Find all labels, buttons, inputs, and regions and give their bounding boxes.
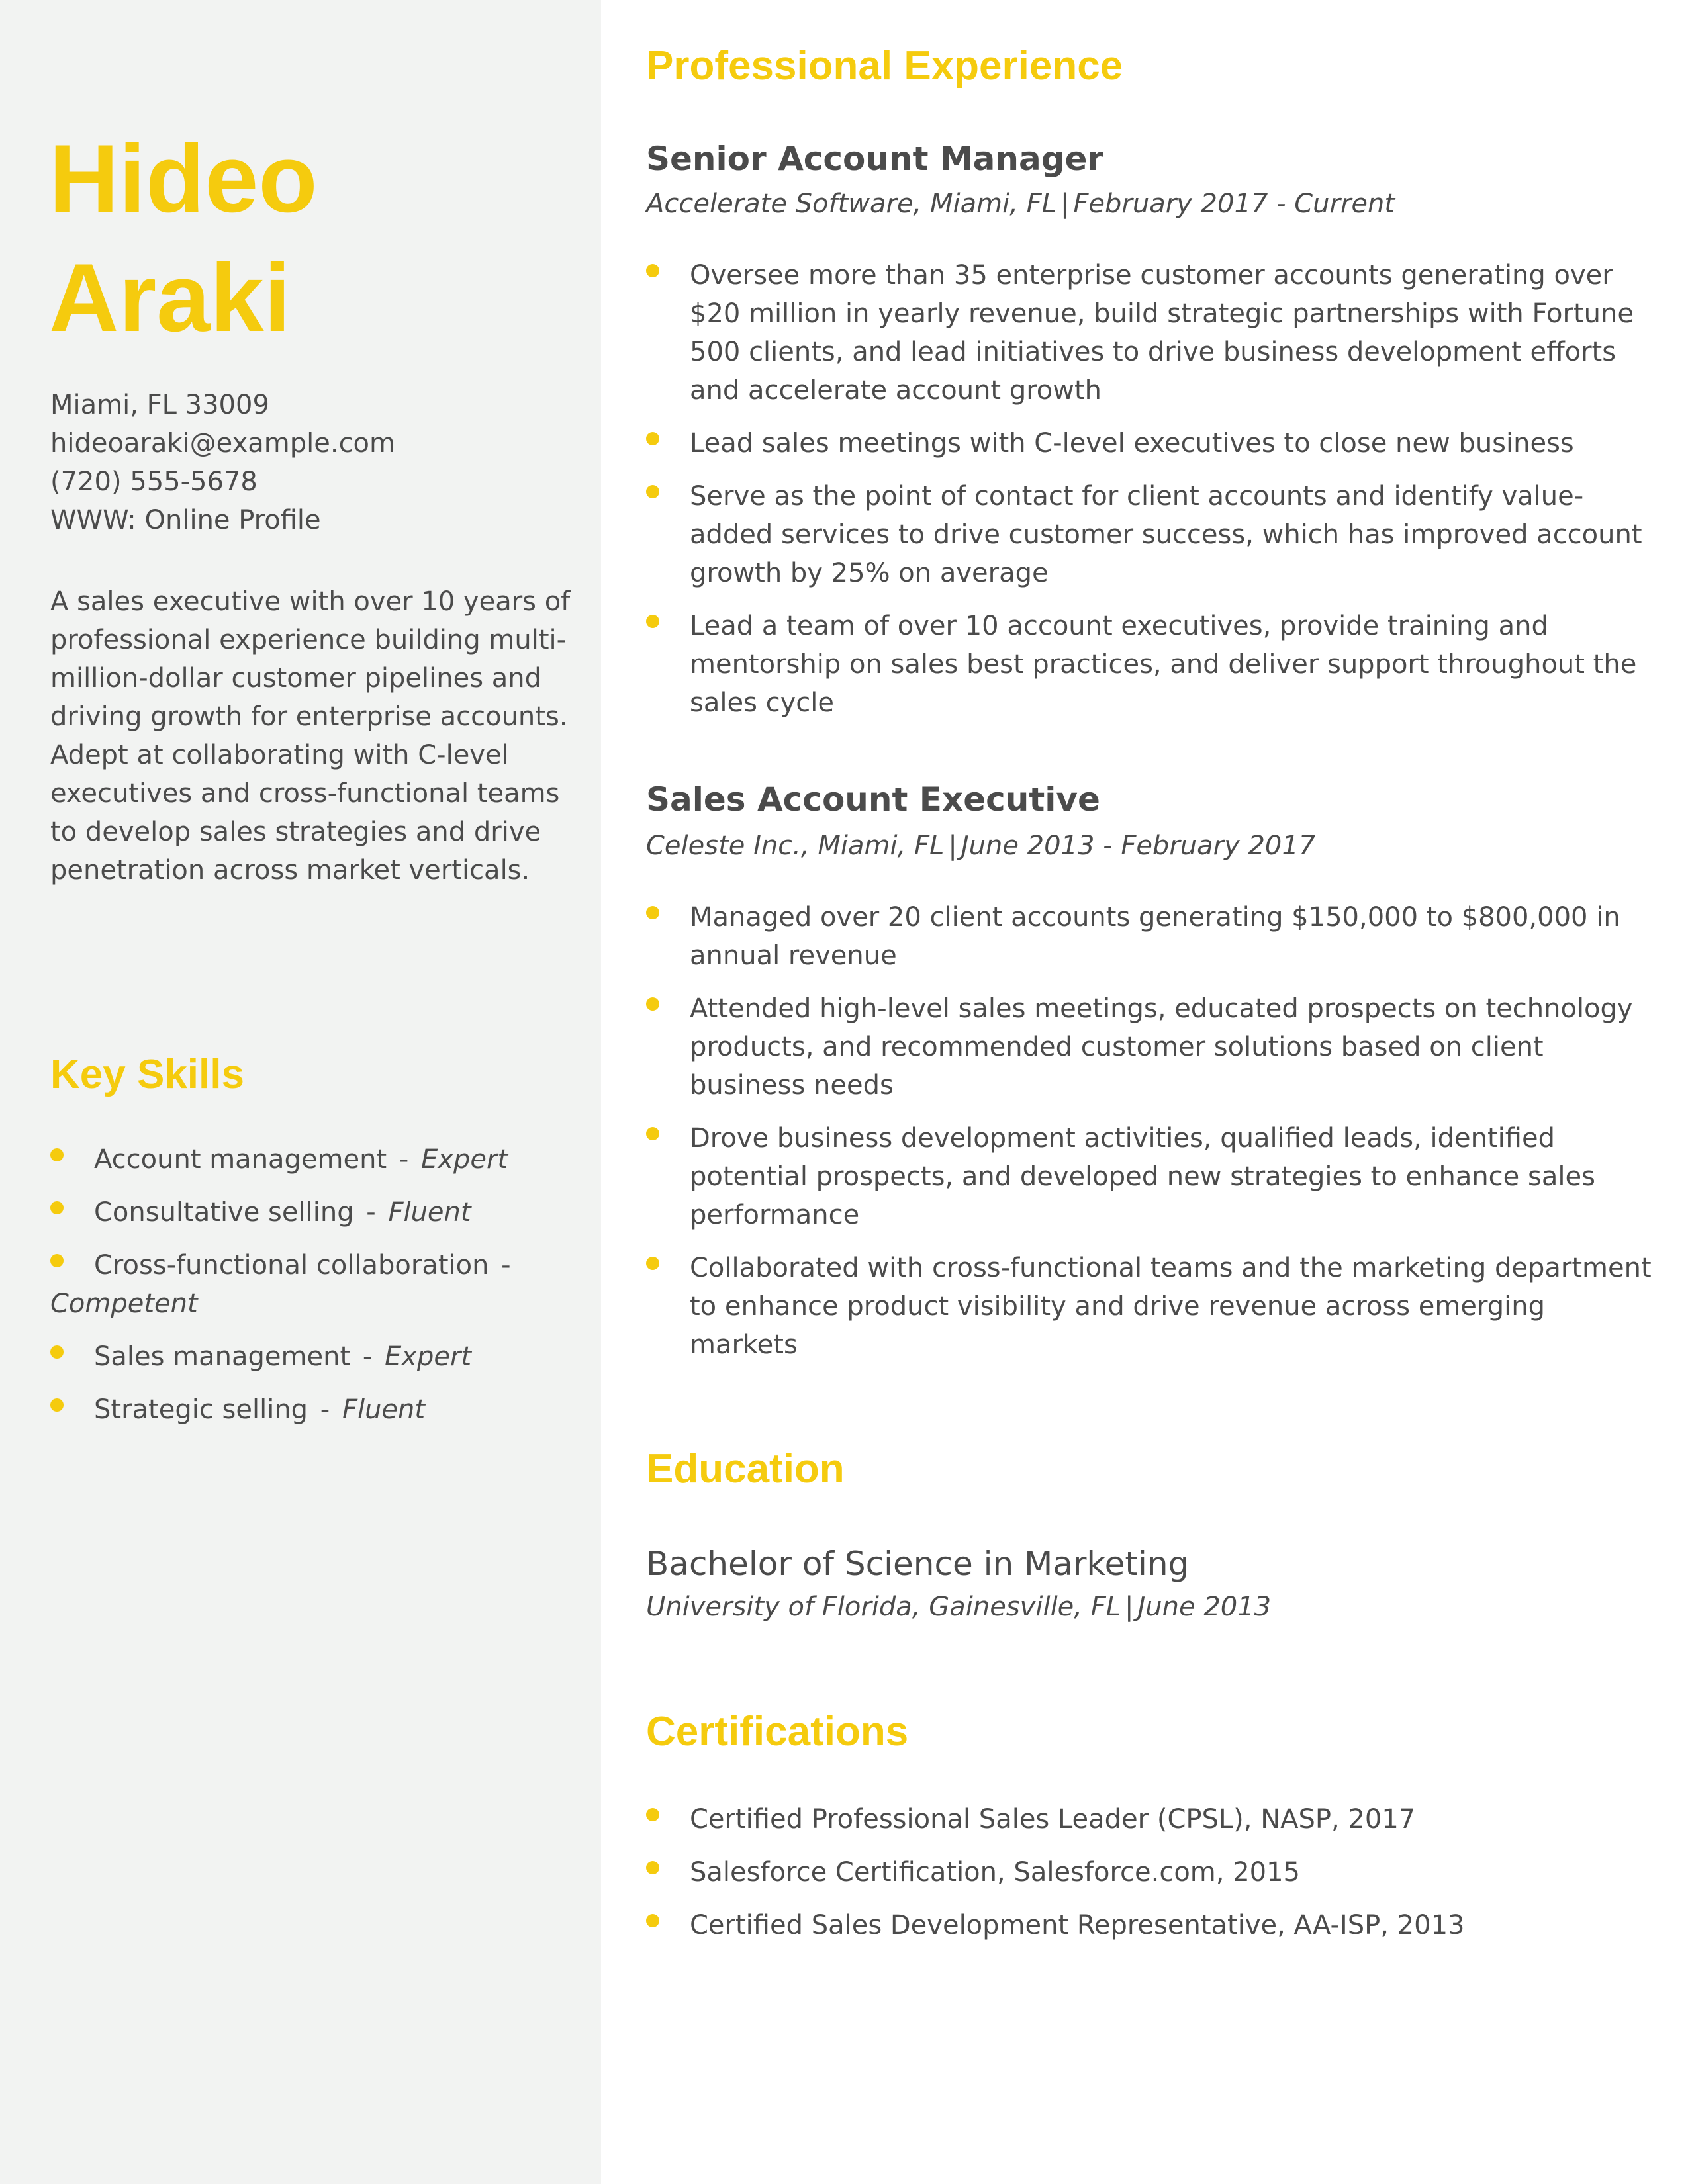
skills-list	[50, 1140, 593, 1443]
skill-name: Cross-functional collaboration	[94, 1250, 489, 1281]
certification-text: Certified Sales Development Representative, AA-ISP, 2013	[690, 1910, 1465, 1940]
list-item	[646, 1800, 1652, 1839]
job-bullets	[646, 256, 1652, 737]
skill-level: Competent	[50, 1289, 198, 1319]
list-item	[646, 1853, 1652, 1891]
bullet-text: Lead sales meetings with C-level executives to close new business	[690, 428, 1574, 459]
main-content	[646, 0, 1652, 2184]
bullet-text: Managed over 20 client accounts generating $150,000 to $800,000 in annual revenue	[690, 902, 1620, 971]
contact-phone: (720) 555-5678	[50, 467, 258, 497]
first-name: Hideo	[49, 124, 318, 232]
skill-level: Expert	[421, 1144, 508, 1175]
list-item	[646, 989, 1652, 1105]
bullet-text: Drove business development activities, qualified leads, identified potential prospects, and developed new strategies to enhance sales performance	[690, 1123, 1595, 1230]
bullet-text: Oversee more than 35 enterprise customer accounts generating over $20 million in yearly revenue, build strategic partnerships with Fortune 500 clients, and lead initiatives to drive business development efforts and accelerate account growth	[690, 260, 1634, 406]
bullet-icon	[646, 1914, 659, 1927]
bullet-icon	[50, 1398, 64, 1412]
list-item	[646, 898, 1652, 975]
list-item	[646, 477, 1652, 592]
bullet-icon	[50, 1201, 64, 1214]
bullet-text: Collaborated with cross-functional teams and the marketing department to enhance product visibility and drive revenue across emerging markets	[690, 1253, 1652, 1360]
last-name: Araki	[49, 244, 291, 351]
certifications-list	[646, 1800, 1652, 1959]
job-company: Celeste Inc., Miami, FL	[646, 831, 945, 861]
certifications-title: Certifications	[646, 1709, 909, 1754]
bullet-text: Serve as the point of contact for client accounts and identify value-added services to drive customer success, which has improved account growth by 25% on average	[690, 481, 1642, 588]
skill-name: Account management	[94, 1144, 387, 1175]
bullet-icon	[646, 432, 659, 445]
certification-text: Certified Professional Sales Leader (CPSL), NASP, 2017	[690, 1804, 1416, 1835]
contact-website[interactable]: WWW: Online Profile	[50, 505, 321, 535]
bullet-icon	[50, 1148, 64, 1161]
bullet-icon	[646, 1127, 659, 1140]
bullet-icon	[646, 264, 659, 277]
skill-level: Fluent	[388, 1197, 471, 1228]
list-item	[646, 1119, 1652, 1234]
contact-location: Miami, FL 33009	[50, 390, 269, 420]
bullet-icon	[646, 1861, 659, 1874]
skill-level: Fluent	[342, 1394, 426, 1425]
skill-name: Consultative selling	[94, 1197, 354, 1228]
job-title: Senior Account Manager	[646, 140, 1104, 178]
skill-item: Sales management - Expert	[50, 1338, 593, 1376]
job-title: Sales Account Executive	[646, 780, 1100, 819]
contact-email[interactable]: hideoaraki@example.com	[50, 428, 395, 459]
list-item	[646, 256, 1652, 410]
school: University of Florida, Gainesville, FL	[646, 1592, 1121, 1622]
bullet-icon	[646, 997, 659, 1011]
bullet-icon	[646, 906, 659, 919]
bullet-text: Attended high-level sales meetings, educated prospects on technology products, and recommended customer solutions based on client business needs	[690, 993, 1633, 1101]
experience-title: Professional Experience	[646, 43, 1123, 89]
job-meta: Celeste Inc., Miami, FL | June 2013 - February 2017	[646, 831, 1316, 861]
bullet-icon	[646, 1808, 659, 1821]
education-meta: University of Florida, Gainesville, FL | June 2013	[646, 1592, 1272, 1622]
skill-item: Consultative selling - Fluent	[50, 1193, 593, 1232]
summary: A sales executive with over 10 years of professional experience building multi-million-dollar customer pipelines and driving growth for enterprise accounts. Adept at collaborating with C-level executives and cross-functional teams to develop sales strategies and drive penetration across market verticals.	[50, 586, 571, 886]
job-dates: June 2013 - February 2017	[961, 831, 1316, 861]
bullet-icon	[50, 1254, 64, 1267]
education-date: June 2013	[1137, 1592, 1272, 1622]
skill-item: Strategic selling - Fluent	[50, 1390, 593, 1429]
list-item	[646, 424, 1652, 463]
job-company: Accelerate Software, Miami, FL	[646, 189, 1056, 219]
job-dates: February 2017 - Current	[1073, 189, 1395, 219]
skill-name: Sales management	[94, 1342, 351, 1372]
bullet-icon	[646, 1257, 659, 1270]
list-item	[646, 1249, 1652, 1364]
skill-level: Expert	[385, 1342, 472, 1372]
degree: Bachelor of Science in Marketing	[646, 1545, 1190, 1583]
sidebar	[0, 0, 601, 2184]
job-bullets	[646, 898, 1652, 1379]
bullet-text: Lead a team of over 10 account executives, provide training and mentorship on sales best practices, and deliver support throughout the sales cycle	[690, 611, 1637, 718]
skills-title: Key Skills	[50, 1052, 244, 1097]
skill-name: Strategic selling	[94, 1394, 308, 1425]
bullet-icon	[646, 615, 659, 628]
certification-text: Salesforce Certification, Salesforce.com, 2015	[690, 1857, 1300, 1888]
list-item	[646, 1906, 1652, 1944]
education-title: Education	[646, 1446, 845, 1492]
skill-item: Account management - Expert	[50, 1140, 593, 1179]
bullet-icon	[646, 485, 659, 498]
job-meta: Accelerate Software, Miami, FL | February 2017 - Current	[646, 189, 1395, 219]
bullet-icon	[50, 1345, 64, 1359]
skill-item: Cross-functional collaboration - Competent	[50, 1246, 593, 1323]
list-item	[646, 607, 1652, 722]
